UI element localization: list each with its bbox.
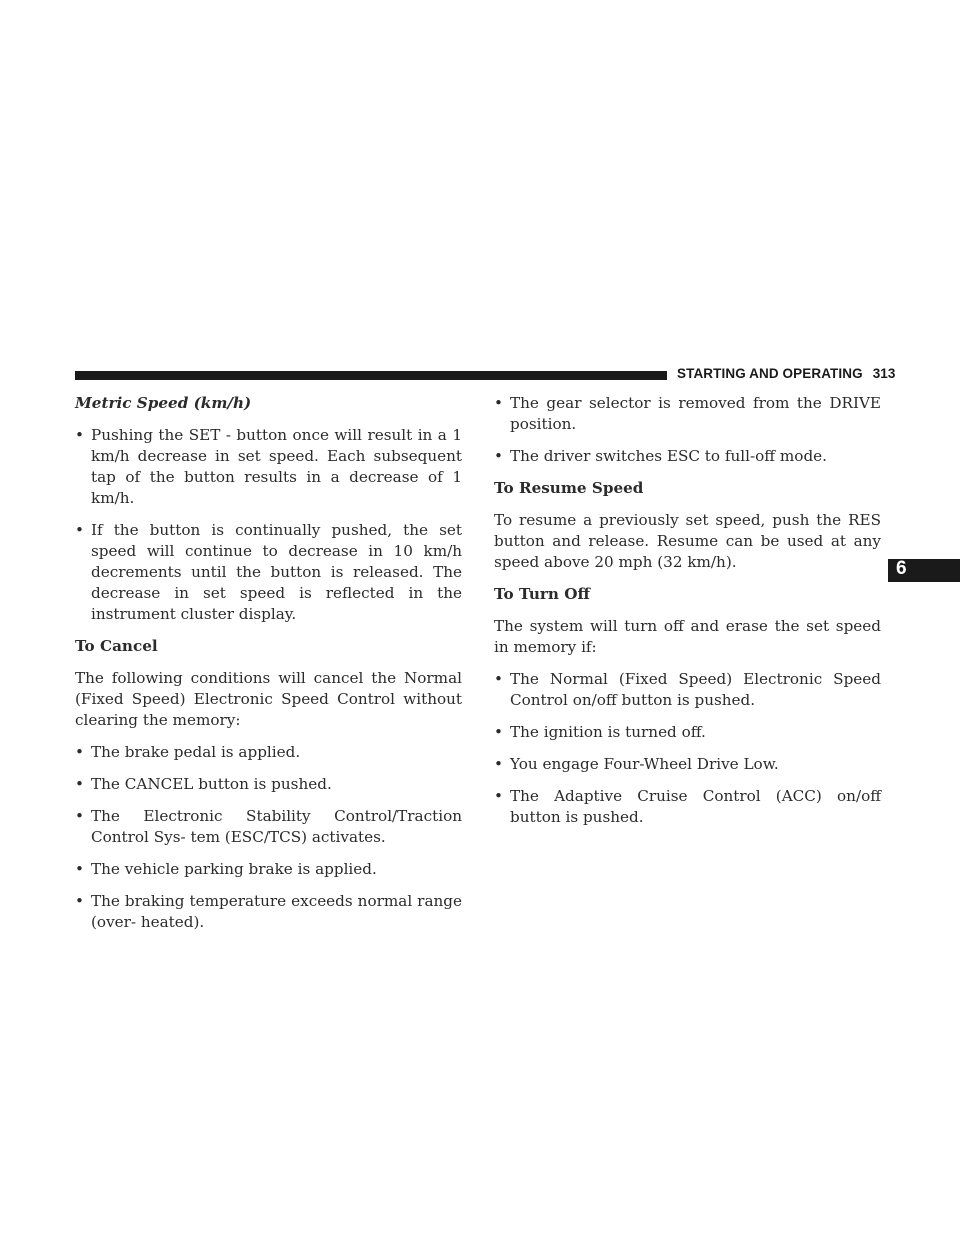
list-item: • The CANCEL button is pushed. [75,774,462,795]
list-item: • The brake pedal is applied. [75,742,462,763]
cancel-intro: The following conditions will cancel the Normal (Fixed Speed) Electronic Speed Control without clearing the memory: [75,669,462,729]
resume-heading: To Resume Speed [494,479,644,497]
list-item: • The Electronic Stability Control/Traction Control Sys- tem (ESC/TCS) activates. [75,807,462,846]
list-item-text: The brake pedal is applied. [91,743,301,761]
turn-off-intro: The system will turn off and erase the set speed in memory if: [494,617,881,656]
page-number: 313 [872,366,896,381]
list-item-text: The braking temperature exceeds normal range (over- heated). [91,892,462,931]
list-item-text: The ignition is turned off. [510,723,706,741]
list-item: • The braking temperature exceeds normal range (over- heated). [75,892,462,931]
metric-speed-subheading: Metric Speed (km/h) [75,394,252,412]
list-item: • The vehicle parking brake is applied. [75,859,462,880]
list-item-text: The Electronic Stability Control/Traction Control Sys- tem (ESC/TCS) activates. [91,807,462,846]
list-item: • If the button is continually pushed, the set speed will continue to decrease in 10 km/h decrements until the button is released. The decrease in set speed is reflected in the instrument cluster display. [75,521,462,623]
list-item-text: If the button is continually pushed, the set speed will continue to decrease in 10 km/h decrements until the button is released. The decrease in set speed is reflected in the instrument cluster display. [91,521,462,623]
list-item: • Pushing the SET - button once will result in a 1 km/h decrease in set speed. Each subsequent tap of the button results in a decrease of 1 km/h. [75,426,462,507]
resume-text: To resume a previously set speed, push the RES button and release. Resume can be used at any speed above 20 mph (32 km/h). [494,511,881,571]
left-column [75,393,462,944]
running-header [677,366,896,381]
list-item-text: Pushing the SET - button once will result in a 1 km/h decrease in set speed. Each subsequent tap of the button results in a decrease of 1 km/h. [91,426,462,507]
list-item: • The Normal (Fixed Speed) Electronic Speed Control on/off button is pushed. [494,670,881,709]
turn-off-heading: To Turn Off [494,585,590,603]
list-item-text: The Adaptive Cruise Control (ACC) on/off button is pushed. [510,787,881,826]
list-item-text: You engage Four-Wheel Drive Low. [510,755,779,773]
list-item: • The gear selector is removed from the DRIVE position. [494,394,881,433]
list-item-text: The CANCEL button is pushed. [91,775,332,793]
chapter-tab [888,559,960,582]
right-column [494,393,881,839]
list-item: • The driver switches ESC to full-off mode. [494,446,881,467]
section-title: STARTING AND OPERATING [677,366,863,381]
list-item-text: The gear selector is removed from the DRIVE position. [510,394,881,433]
cancel-heading: To Cancel [75,637,158,655]
list-item-text: The vehicle parking brake is applied. [91,860,377,878]
list-item: • The Adaptive Cruise Control (ACC) on/off button is pushed. [494,787,881,826]
list-item: • The ignition is turned off. [494,722,881,743]
chapter-number: 6 [896,558,907,579]
list-item-text: The Normal (Fixed Speed) Electronic Speed Control on/off button is pushed. [510,670,881,709]
list-item-text: The driver switches ESC to full-off mode. [510,447,827,465]
header-rule [75,371,667,380]
list-item: • You engage Four-Wheel Drive Low. [494,754,881,775]
